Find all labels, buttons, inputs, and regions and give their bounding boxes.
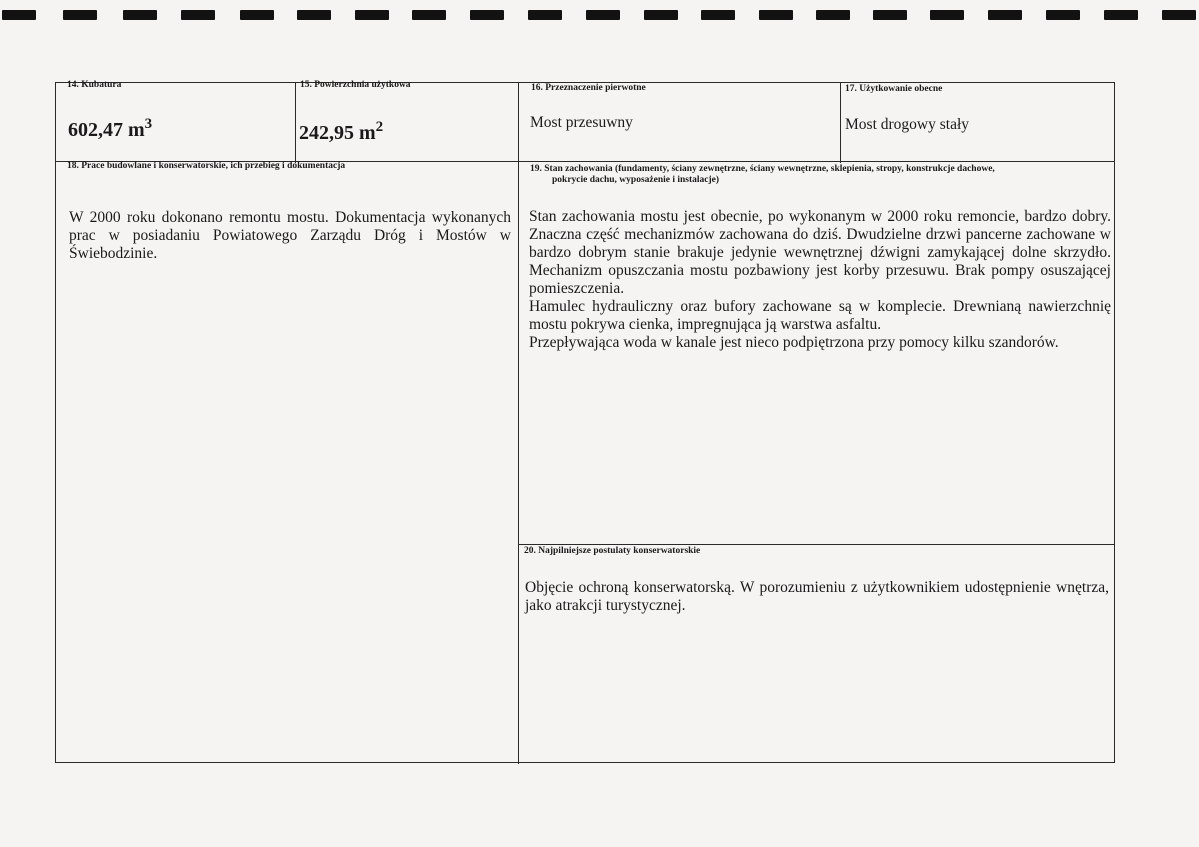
field-label: 15. Powierzchnia użytkowa xyxy=(300,80,411,90)
field-label-line: 19. Stan zachowania (fundamenty, ściany zewnętrzne, ściany wewnętrzne, sklepienia, stropy, konstrukcje dachowe, xyxy=(530,164,995,174)
unit-exponent: 3 xyxy=(144,116,153,132)
field-value: Most drogowy stały xyxy=(845,116,969,133)
field-18-works-documentation xyxy=(56,162,518,763)
binding-hole xyxy=(63,10,97,20)
field-text xyxy=(529,208,1111,352)
field-15-usable-area xyxy=(296,80,518,161)
binding-hole xyxy=(181,10,215,20)
binding-hole xyxy=(240,10,274,20)
binding-hole xyxy=(930,10,964,20)
binding-hole xyxy=(528,10,562,20)
binding-hole xyxy=(123,10,157,20)
field-value xyxy=(299,119,384,145)
binding-hole xyxy=(873,10,907,20)
field-text: W 2000 roku dokonano remontu mostu. Dokumentacja wykonanych prac w posiadaniu Powiatowego Zarządu Dróg i Mostów w Świebodzinie. xyxy=(69,209,511,262)
field-19-state-of-preservation xyxy=(519,162,1114,544)
volume-value: 602,47 m xyxy=(68,119,145,141)
field-label xyxy=(530,164,1110,186)
field-20-conservation-postulates xyxy=(519,545,1114,763)
field-17-current-use xyxy=(841,83,1114,161)
field-label: 17. Użytkowanie obecne xyxy=(845,84,943,94)
field-value: Most przesuwny xyxy=(530,114,633,131)
field-label-line: pokrycie dachu, wyposażenie i instalacje) xyxy=(552,175,720,185)
paragraph: Stan zachowania mostu jest obecnie, po wykonanym w 2000 roku remoncie, bardzo dobry. Znaczna część mechanizmów zachowana do dziś. Dwudzielne drzwi pancerne zachowane w bardzo dobrym stanie brakuje jedynie wewnętrznej dźwigni zamykającej dolne skrzydło. Mechanizm opuszczania mostu pozbawiony jest korby przesuwu. Brak pompy osuszającej pomieszczenia. xyxy=(529,208,1111,297)
area-value: 242,95 m xyxy=(299,122,376,144)
record-card-form xyxy=(55,82,1115,763)
binding-hole xyxy=(644,10,678,20)
binding-hole xyxy=(586,10,620,20)
binding-hole xyxy=(1046,10,1080,20)
binding-hole xyxy=(355,10,389,20)
binding-hole xyxy=(412,10,446,20)
field-value xyxy=(68,116,153,142)
binding-hole xyxy=(701,10,735,20)
binding-hole xyxy=(2,10,36,20)
paragraph: Hamulec hydrauliczny oraz bufory zachowane są w komplecie. Drewnianą nawierzchnię mostu pokrywa cienka, impregnująca ją warstwa asfaltu. xyxy=(529,298,1111,333)
field-label: 18. Prace budowlane i konserwatorskie, ich przebieg i dokumentacja xyxy=(67,161,346,171)
binding-hole xyxy=(297,10,331,20)
binding-hole xyxy=(816,10,850,20)
binding-hole xyxy=(759,10,793,20)
paragraph: Przepływająca woda w kanale jest nieco podpiętrzona przy pomocy kilku szandorów. xyxy=(529,334,1059,351)
binding-holes xyxy=(0,0,1199,24)
binding-hole xyxy=(470,10,504,20)
binding-hole xyxy=(1162,10,1196,20)
field-label: 14. Kubatura xyxy=(67,80,122,90)
field-text: Objęcie ochroną konserwatorską. W porozumieniu z użytkownikiem udostępnienie wnętrza, jako atrakcji turystycznej. xyxy=(525,579,1109,614)
binding-hole xyxy=(1104,10,1138,20)
field-label: 16. Przeznaczenie pierwotne xyxy=(531,83,646,93)
field-14-volume xyxy=(56,80,295,161)
field-label: 20. Najpilniejsze postulaty konserwatorskie xyxy=(524,546,701,556)
unit-exponent: 2 xyxy=(375,119,384,135)
field-16-original-purpose xyxy=(519,83,840,161)
binding-hole xyxy=(988,10,1022,20)
